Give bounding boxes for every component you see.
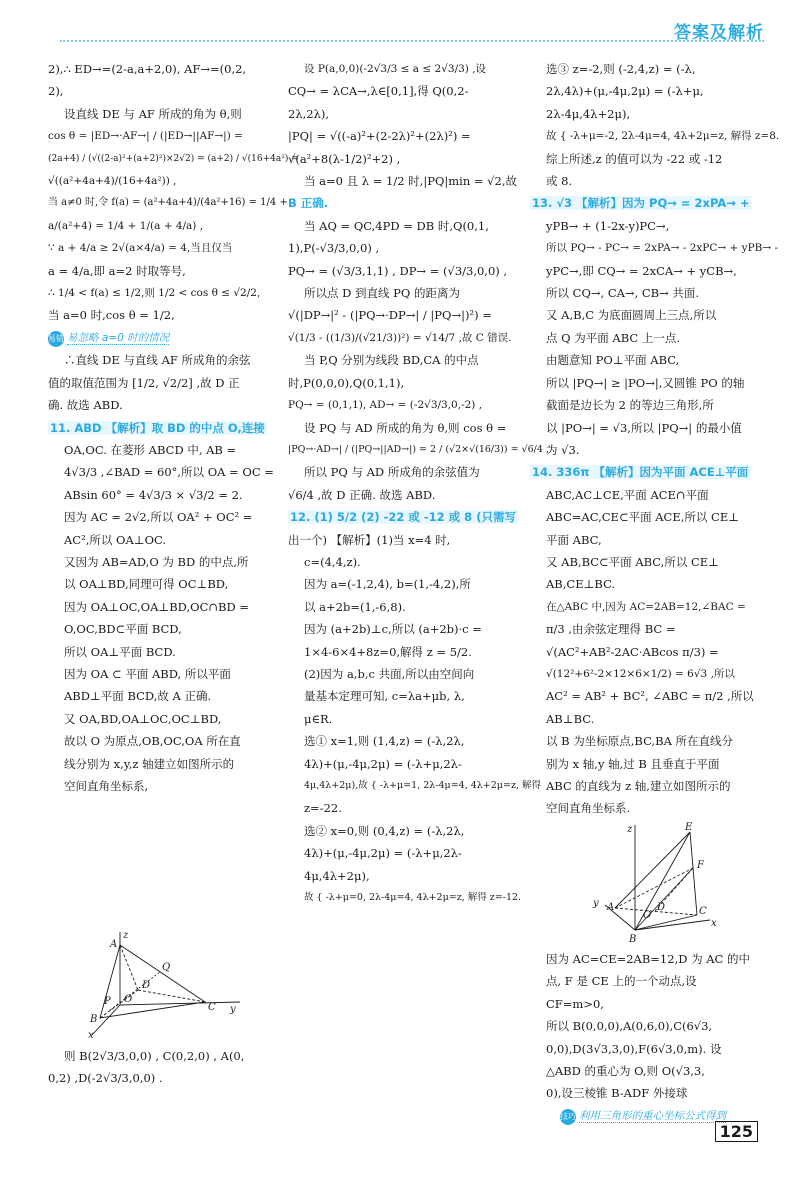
fig1-label: C (208, 1002, 216, 1013)
formula-line: (2a+4) / (√((2-a)²+(a+2)²)×2√2) = (a+2) / √(16+4a²) = (48, 153, 299, 164)
formula-line: √((a²+4a+4)/(16+4a²)) , (48, 175, 177, 188)
text-line: 以 a+2b=(1,-6,8). (304, 599, 406, 614)
text-line: 所以 PQ→ - PC→ = 2xPA→ - 2xPC→ + yPB→ - (546, 242, 779, 255)
text-line: ABD⊥平面 BCD,故 A 正确. (64, 689, 212, 704)
formula-line: √(|DP→|² - (|PQ→·DP→| / |PQ→|)²) = (288, 308, 492, 323)
fig2-label: B (629, 934, 637, 945)
formula-line: √(a²+8(λ-1/2)²+2) , (288, 151, 401, 166)
text-line: AB⊥BC. (546, 711, 595, 726)
formula-line: PQ→ = (√3/3,1,1) , DP→ = (√3/3,0,0) , (288, 263, 508, 278)
text-line: √6/4 ,故 D 正确. 故选 ABD. (288, 487, 436, 502)
text-line: 4λ)+(μ,-4μ,2μ) = (-λ+μ,2λ- (304, 846, 462, 861)
text-line: 设 P(a,0,0)(-2√3/3 ≤ a ≤ 2√3/3) ,设 (304, 63, 487, 75)
text-line: CF=m>0, (546, 996, 604, 1011)
edge-dc (138, 990, 205, 1002)
text-line: 又 OA,BD,OA⊥OC,OC⊥BD, (64, 711, 222, 726)
text-line: 0,0),D(3√3,3,0),F(6√3,0,m). 设 (546, 1041, 722, 1056)
text-line: yPB→ + (1-2x-y)PC→, (546, 218, 670, 233)
text-line: 选① x=1,则 (1,4,z) = (-λ,2λ, (304, 734, 465, 749)
text-line: 当 a=0 时,cos θ = 1/2, (48, 308, 175, 323)
text-line: μ∈R. (304, 711, 333, 726)
text-line: z=-22. (304, 801, 342, 816)
text-line: 空间直角坐标系, (64, 779, 149, 793)
text-line: 2λ,4λ)+(μ,-4μ,2μ) = (-λ+μ, (546, 84, 704, 99)
answer-11-header: 11. ABD 【解析】取 BD 的中点 O,连接 (50, 420, 265, 435)
text-line: 因为 OA ⊂ 平面 ABD, 所以平面 (64, 666, 231, 681)
text-line: 故 { -λ+μ=0, 2λ-4μ=4, 4λ+2μ=z, 解得 z=-12. (304, 892, 522, 904)
text-line: ABsin 60° = 4√3/3 × √3/2 = 2. (64, 487, 243, 502)
fig1-label: z (123, 930, 129, 941)
edge-ec (690, 832, 697, 915)
text-line: 空间直角坐标系. (546, 801, 631, 816)
pyramid-svg (585, 820, 725, 945)
fig2-label: E (685, 822, 693, 833)
formula-line: PQ→ = (0,1,1), AD→ = (-2√3/3,0,-2) , (288, 399, 483, 412)
text-line: O,OC,BD⊂平面 BCD, (64, 622, 182, 637)
text-line: 因为 (a+2b)⊥c,所以 (a+2b)·c = (304, 622, 482, 637)
fig2-label: x (711, 918, 717, 929)
text-line: 别为 x 轴,y 轴,过 B 且垂直于平面 (546, 756, 720, 771)
note-tag-icon: 易错 (48, 331, 64, 347)
text-line: ABC,AC⊥CE,平面 ACE∩平面 (546, 487, 709, 502)
formula-line: 当 a≠0 时,令 f(a) = (a²+4a+4)/(4a²+16) = 1/4 + (48, 197, 288, 209)
text-line: ABC 的直线为 z 轴,建立如图所示的 (546, 779, 731, 793)
fig1-label: P (104, 996, 111, 1007)
y-axis (120, 1002, 240, 1005)
fig2-label: A (607, 902, 615, 913)
fig1-label: y (230, 1004, 236, 1015)
fig1-label: B (90, 1014, 98, 1025)
formula-line: cos θ = |ED→·AF→| / (|ED→||AF→|) = (48, 130, 243, 143)
text-line: c=(4,4,z). (304, 554, 361, 569)
text-line: 或 8. (546, 174, 573, 189)
text-line: 选③ z=-2,则 (-2,4,z) = (-λ, (546, 62, 696, 76)
answer-14-header: 14. 336π 【解析】因为平面 ACE⊥平面 (532, 465, 749, 480)
text-line: 所以 PQ 与 AD 所成角的余弦值为 (304, 465, 480, 480)
text-line: 当 AQ = QC,4PD = DB 时,Q(0,1, (304, 218, 489, 233)
column-2 (288, 58, 549, 909)
text-line: CQ→ = λCA→,λ∈[0,1],得 Q(0,2- (288, 84, 469, 99)
text-line: AC²,所以 OA⊥OC. (64, 532, 167, 547)
fig2-label: C (699, 906, 707, 917)
header-rule (60, 40, 764, 42)
note-text: 利用三角形的重心坐标公式得到 (579, 1109, 726, 1122)
text-line: 为 √3. (546, 442, 580, 457)
header-title: 答案及解析 (674, 23, 764, 43)
text-line: 因为 a=(-1,2,4), b=(1,-4,2),所 (304, 577, 471, 592)
fig1-label: D (142, 980, 151, 991)
text-line: 以 OA⊥BD,同理可得 OC⊥BD, (64, 577, 229, 592)
text-line: 截面是边长为 2 的等边三角形,所 (546, 398, 714, 413)
text-line: 1),P(-√3/3,0,0) , (288, 241, 380, 256)
formula-line: ∵ a + 4/a ≥ 2√(a×4/a) = 4,当且仅当 (48, 242, 233, 255)
text-line: 2),∴ ED→=(2-a,a+2,0), AF→=(0,2, (48, 62, 247, 76)
tetrahedron-figure (80, 930, 250, 1044)
text-line: 平面 ABC, (546, 532, 602, 547)
formula-line: √(12²+6²-2×12×6×1/2) = 6√3 ,所以 (546, 667, 735, 680)
verdict-b-correct: B 正确. (288, 196, 329, 211)
fig1-label: x (88, 1030, 94, 1041)
fig2-label: y (593, 898, 599, 909)
text-line: (2)因为 a,b,c 共面,所以由空间向 (304, 666, 475, 681)
text-line: 因为 OA⊥OC,OA⊥BD,OC∩BD = (64, 599, 249, 614)
text-line: 0,2) ,D(-2√3/3,0,0) . (48, 1071, 163, 1086)
edge-ac (615, 908, 697, 915)
text-line: 点 Q 为平面 ABC 上一点. (546, 330, 680, 345)
face-abc (100, 945, 205, 1018)
note-text: 易忽略 a=0 时的情况 (67, 331, 170, 344)
text-line: 值的取值范围为 [1/2, √2/2] ,故 D 正 (48, 375, 240, 390)
edge-ea (615, 832, 690, 908)
edge-af (615, 868, 693, 908)
fig1-label: Q (162, 962, 171, 973)
text-line: 2λ,2λ), (288, 106, 330, 121)
text-line: 2), (48, 84, 64, 99)
text-line: 确. 故选 ABD. (48, 398, 123, 413)
text-line: △ABD 的重心为 O,则 O(√3,3, (546, 1064, 705, 1079)
text-line: yPC→,即 CQ→ = 2xCA→ + yCB→, (546, 263, 737, 278)
x-axis (635, 920, 710, 930)
text-line: OA,OC. 在菱形 ABCD 中, AB = (64, 442, 237, 457)
note-easy-mistake (48, 327, 280, 349)
text-line: ∴直线 DE 与直线 AF 所成角的余弦 (64, 353, 251, 368)
fig1-label: O (124, 994, 133, 1005)
text-line: 设 PQ 与 AD 所成的角为 θ,则 cos θ = (304, 420, 507, 435)
formula-line: √(AC²+AB²-2AC·ABcos π/3) = (546, 644, 719, 659)
text-line: 又 AB,BC⊂平面 ABC,所以 CE⊥ (546, 554, 719, 569)
tetrahedron-svg (80, 930, 250, 1040)
page-number: 125 (715, 1121, 758, 1142)
text-line: 因为 AC = 2√2,所以 OA² + OC² = (64, 510, 253, 525)
text-line: 选② x=0,则 (0,4,z) = (-λ,2λ, (304, 823, 465, 838)
text-line: 综上所述,z 的值可以为 -22 或 -12 (546, 151, 723, 166)
text-line: 所以 |PQ→| ≥ |PO→|,又圆锥 PO 的轴 (546, 375, 745, 390)
text-line: ABC=AC,CE⊂平面 ACE,所以 CE⊥ (546, 510, 740, 525)
answer-12-header: 12. (1) 5/2 (2) -22 或 -12 或 8 (只需写 (290, 510, 516, 525)
text-line: 量基本定理可知, c=λa+μb, λ, (304, 689, 465, 704)
column-1-tail (48, 1045, 280, 1090)
text-line: 故以 O 为原点,OB,OC,OA 所在直 (64, 734, 241, 749)
fig2-label: O (643, 910, 652, 921)
text-line: 4√3/3 ,∠BAD = 60°,所以 OA = OC = (64, 465, 274, 480)
text-line: 时,P(0,0,0),Q(0,1,1), (288, 375, 405, 390)
text-line: 所以 CQ→, CA→, CB→ 共面. (546, 286, 700, 301)
formula-line: |PQ→·AD→| / (|PQ→||AD→|) = 2 / (√2×√(16/3)) = √6/4 , (288, 443, 549, 455)
pyramid-figure (585, 820, 725, 949)
column-3 (530, 58, 780, 820)
column-1 (48, 58, 299, 797)
formula-line: √(1/3 - ((1/3)/(√21/3))²) = √14/7 ,故 C 错误. (288, 331, 512, 344)
text-line: 出一个) 【解析】(1)当 x=4 时, (288, 532, 451, 547)
text-line: 所以 OA⊥平面 BCD. (64, 644, 176, 659)
text-line: 由题意知 PO⊥平面 ABC, (546, 353, 680, 368)
formula-line: AC² = AB² + BC², ∠ABC = π/2 ,所以 (546, 689, 754, 704)
text-line: 以 |PO→| = √3,所以 |PQ→| 的最小值 (546, 420, 742, 435)
text-line: a = 4/a,即 a=2 时取等号, (48, 263, 186, 278)
edge-ad (120, 945, 138, 990)
fig1-label: A (110, 939, 118, 950)
text-line: 1×4-6×4+8z=0,解得 z = 5/2. (304, 644, 472, 659)
formula-line: ∴ 1/4 < f(a) ≤ 1/2,则 1/2 < cos θ ≤ √2/2, (48, 287, 261, 300)
text-line: 因为 AC=CE=2AB=12,D 为 AC 的中 (546, 952, 751, 966)
text-line: 又 A,B,C 为底面圆周上三点,所以 (546, 308, 717, 323)
text-line: 4μ,4λ+2μ),故 { -λ+μ=1, 2λ-4μ=4, 4λ+2μ=z, 解得 (304, 780, 541, 791)
text-line: 0),设三棱锥 B-ADF 外接球 (546, 1086, 688, 1101)
text-line: 4λ)+(μ,-4μ,2μ) = (-λ+μ,2λ- (304, 756, 462, 771)
text-line: 4μ,4λ+2μ), (304, 868, 370, 883)
text-line: 所以 B(0,0,0),A(0,6,0),C(6√3, (546, 1019, 713, 1034)
text-line: 又因为 AB=AD,O 为 BD 的中点,所 (64, 554, 249, 569)
text-line: 在△ABC 中,因为 AC=2AB=12,∠BAC = (546, 600, 746, 613)
text-line: π/3 ,由余弦定理得 BC = (546, 622, 676, 637)
text-line: 以 B 为坐标原点,BC,BA 所在直线分 (546, 734, 734, 749)
fig2-label: F (697, 860, 704, 871)
formula-line: |PQ| = √((-a)²+(2-2λ)²+(2λ)²) = (288, 129, 471, 144)
text-line: 2λ-4μ,4λ+2μ), (546, 106, 631, 121)
fig2-label: z (627, 824, 633, 835)
fig2-label: D (657, 902, 666, 913)
text-line: 设直线 DE 与 AF 所成的角为 θ,则 (64, 106, 242, 121)
formula-line: a/(a²+4) = 1/4 + 1/(a + 4/a) , (48, 219, 204, 232)
text-line: 故 { -λ+μ=-2, 2λ-4μ=4, 4λ+2μ=z, 解得 z=8. (546, 130, 780, 143)
text-line: 所以点 D 到直线 PQ 的距离为 (304, 286, 461, 301)
note-tag-icon: 技巧 (560, 1109, 576, 1125)
text-line: 点, F 是 CE 上的一个动点,设 (546, 974, 697, 989)
text-line: 当 a=0 且 λ = 1/2 时,|PQ|min = √2,故 (304, 174, 517, 189)
answer-13-header: 13. √3 【解析】因为 PQ→ = 2xPA→ + (532, 196, 750, 211)
text-line: 当 P,Q 分别为线段 BD,CA 的中点 (304, 353, 479, 368)
text-line: 则 B(2√3/3,0,0) , C(0,2,0) , A(0, (64, 1049, 245, 1063)
column-3-tail (530, 948, 768, 1127)
text-line: 线分别为 x,y,z 轴建立如图所示的 (64, 756, 235, 771)
text-line: AB,CE⊥BC. (546, 577, 616, 592)
